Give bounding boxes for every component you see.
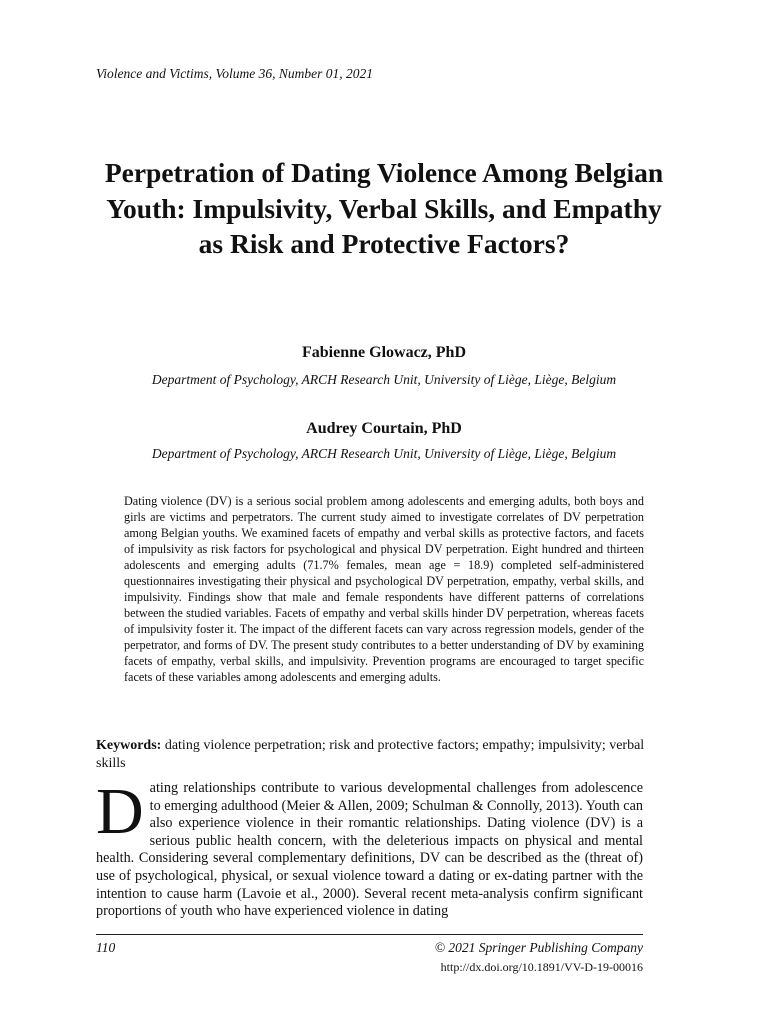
- body-paragraph: [96, 775, 643, 921]
- page-number: 110: [96, 940, 116, 955]
- author-affiliation-2: Department of Psychology, ARCH Research Unit, University of Liège, Liège, Belgium: [151, 446, 617, 461]
- abstract: Dating violence (DV) is a serious social problem among adolescents and emerging adults, both boys and girls are victims and perpetrators. The current study aimed to investigate correlates of DV perpetration among Belgian youths. We examined facets of empathy and verbal skills as protective factors, and facets of impulsivity as risk factors for psychological and physical DV perpetration. Eight hundred and thirteen adolescents and emerging adults (71.7% females, mean age = 18.9) completed self-administered questionnaires investigating their physical and psychological DV perpetration, empathy, verbal skills, and impulsivity. Findings show that male and female respondents have different patterns of correlations between the studied variables. Facets of empathy and verbal skills hinder DV perpetration, whereas facets of impulsivity foster it. The impact of the different facets can vary across regression models, gender of the perpetrator, and forms of DV. The present study contributes to a better understanding of DV by examining facets of empathy, verbal skills, and impulsivity. Prevention programs are encouraged to target specific facets of these variables among adolescents and emerging adults.: [124, 494, 644, 684]
- keywords: [96, 737, 672, 773]
- footer-rule: [96, 934, 643, 935]
- paper-title: Perpetration of Dating Violence Among Belgian Youth: Impulsivity, Verbal Skills, and Empathy as Risk and Protective Factors?: [104, 157, 664, 259]
- keywords-text: dating violence perpetration; risk and protective factors; empathy; impulsivity; verbal skills: [96, 738, 645, 771]
- body-text: ating relationships contribute to various developmental challenges from adolescence to emerging adulthood (Meier & Allen, 2009; Schulman & Connolly, 2013). Youth can also experience violence in their romantic relationships. Dating violence (DV) is a serious public health concern, with the deleterious impacts on physical and mental health. Considering several complementary definitions, DV can be described as the (threat of) use of psychological, physical, or sexual violence toward a dating or ex-dating partner with the intention to cause harm (Lavoie et al., 2000). Several recent meta-analysis confirm significant proportions of youth who have experienced violence in dating: [96, 780, 643, 920]
- drop-cap: D: [96, 775, 144, 848]
- copyright-notice: © 2021 Springer Publishing Company: [434, 940, 643, 955]
- author-name-1: Fabienne Glowacz, PhD: [302, 344, 466, 361]
- journal-citation: Violence and Victims, Volume 36, Number 01, 2021: [96, 66, 373, 81]
- keywords-label: Keywords:: [96, 738, 162, 753]
- doi-link[interactable]: http://dx.doi.org/10.1891/VV-D-19-00016: [440, 960, 643, 974]
- author-name-2: Audrey Courtain, PhD: [306, 420, 462, 437]
- author-affiliation-1: Department of Psychology, ARCH Research Unit, University of Liège, Liège, Belgium: [151, 372, 617, 387]
